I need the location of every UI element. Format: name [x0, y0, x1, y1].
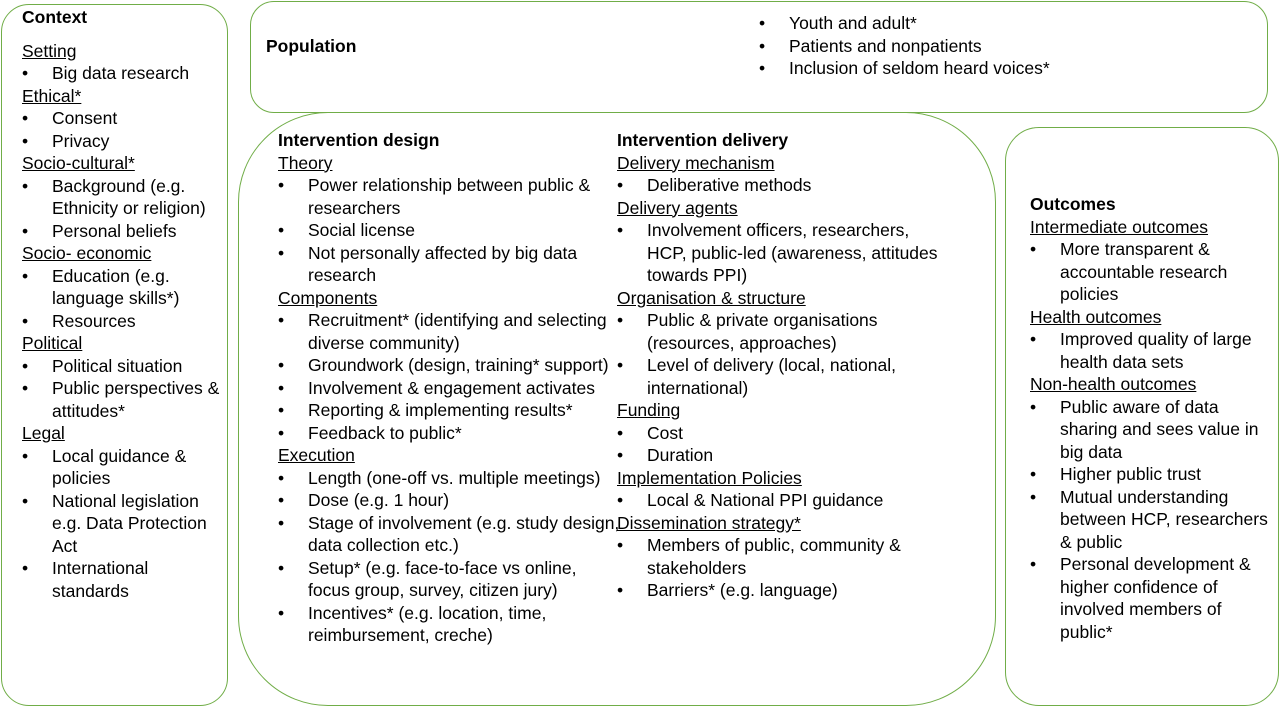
- section-heading: Delivery mechanism: [617, 152, 775, 173]
- section-heading: Implementation Policies: [617, 467, 802, 488]
- section-heading: Socio- economic: [22, 243, 152, 263]
- bullet-item: • Improved quality of large health data sets: [1030, 328, 1270, 373]
- section-heading: Execution: [278, 445, 355, 465]
- bullet-item: • Resources: [22, 310, 222, 333]
- bullet-item: • Not personally affected by big data research: [278, 242, 620, 287]
- section-heading: Ethical*: [22, 85, 82, 106]
- bullet-item: • Background (e.g. Ethnicity or religion): [22, 175, 222, 220]
- context-sections: [22, 40, 222, 603]
- bullet-item: • Barriers* (e.g. language): [617, 579, 942, 602]
- bullet-item: • Consent: [22, 107, 222, 130]
- bullet-item: • International standards: [22, 557, 222, 602]
- intervention-design-title: Intervention design: [278, 130, 440, 150]
- bullet-item: • Personal beliefs: [22, 220, 222, 243]
- bullet-item: • Cost: [617, 422, 942, 445]
- bullet-item: • Incentives* (e.g. location, time, reimbursement, creche): [278, 602, 620, 647]
- bullet-item: • Setup* (e.g. face-to-face vs online, focus group, survey, citizen jury): [278, 557, 620, 602]
- bullet-item: • Involvement officers, researchers, HCP, public-led (awareness, attitudes towards PPI): [617, 219, 942, 287]
- population-item: • Youth and adult*: [759, 12, 1050, 35]
- context-title: Context: [22, 7, 88, 27]
- outcomes-sections: [1030, 216, 1270, 644]
- bullet-item: • Education (e.g. language skills*): [22, 265, 222, 310]
- bullet-item: • More transparent & accountable research policies: [1030, 238, 1270, 306]
- bullet-item: • Reporting & implementing results*: [278, 399, 620, 422]
- intervention-delivery-column: [617, 129, 942, 602]
- outcomes-title: Outcomes: [1030, 194, 1116, 214]
- section-heading: Delivery agents: [617, 197, 738, 218]
- bullet-item: • Privacy: [22, 130, 222, 153]
- outcomes-column: [1030, 193, 1270, 643]
- population-title: Population: [266, 36, 357, 56]
- bullet-item: • Dose (e.g. 1 hour): [278, 489, 620, 512]
- bullet-item: • Recruitment* (identifying and selecting diverse community): [278, 309, 620, 354]
- section-heading: Dissemination strategy*: [617, 512, 801, 533]
- section-heading: Political: [22, 333, 83, 353]
- bullet-item: • Higher public trust: [1030, 463, 1270, 486]
- bullet-item: • Members of public, community & stakeholders: [617, 534, 942, 579]
- bullet-item: • Deliberative methods: [617, 174, 942, 197]
- bullet-item: • Local & National PPI guidance: [617, 489, 942, 512]
- section-heading: Setting: [22, 40, 77, 61]
- bullet-item: • Stage of involvement (e.g. study design, data collection etc.): [278, 512, 620, 557]
- population-item: • Patients and nonpatients: [759, 35, 1050, 58]
- bullet-item: • Personal development & higher confidence of involved members of public*: [1030, 553, 1270, 643]
- section-heading: Theory: [278, 152, 333, 173]
- bullet-item: • Power relationship between public & researchers: [278, 174, 620, 219]
- population-item: • Inclusion of seldom heard voices*: [759, 57, 1050, 80]
- bullet-item: • Public perspectives & attitudes*: [22, 377, 222, 422]
- section-heading: Legal: [22, 423, 65, 443]
- section-heading: Intermediate outcomes: [1030, 216, 1209, 237]
- context-column: [22, 6, 222, 602]
- section-heading: Components: [278, 287, 378, 308]
- section-heading: Non-health outcomes: [1030, 374, 1197, 394]
- bullet-item: • Feedback to public*: [278, 422, 620, 445]
- bullet-item: • Level of delivery (local, national, international): [617, 354, 942, 399]
- intervention-delivery-sections: [617, 152, 942, 602]
- intervention-delivery-title: Intervention delivery: [617, 130, 789, 150]
- section-heading: Socio-cultural*: [22, 153, 135, 173]
- intervention-design-column: [278, 129, 620, 647]
- bullet-item: • Mutual understanding between HCP, researchers & public: [1030, 486, 1270, 554]
- section-heading: Funding: [617, 400, 681, 420]
- bullet-item: • Social license: [278, 219, 620, 242]
- bullet-item: • Duration: [617, 444, 942, 467]
- bullet-item: • Groundwork (design, training* support): [278, 354, 620, 377]
- bullet-item: • Public & private organisations (resources, approaches): [617, 309, 942, 354]
- bullet-item: • Local guidance & policies: [22, 445, 222, 490]
- population-list: [759, 12, 1050, 80]
- section-heading: Health outcomes: [1030, 306, 1162, 327]
- bullet-item: • Big data research: [22, 62, 222, 85]
- section-heading: Organisation & structure: [617, 287, 806, 308]
- bullet-item: • Involvement & engagement activates: [278, 377, 620, 400]
- bullet-item: • Public aware of data sharing and sees value in big data: [1030, 396, 1270, 464]
- bullet-item: • National legislation e.g. Data Protection Act: [22, 490, 222, 558]
- bullet-item: • Length (one-off vs. multiple meetings): [278, 467, 620, 490]
- intervention-design-sections: [278, 152, 620, 647]
- bullet-item: • Political situation: [22, 355, 222, 378]
